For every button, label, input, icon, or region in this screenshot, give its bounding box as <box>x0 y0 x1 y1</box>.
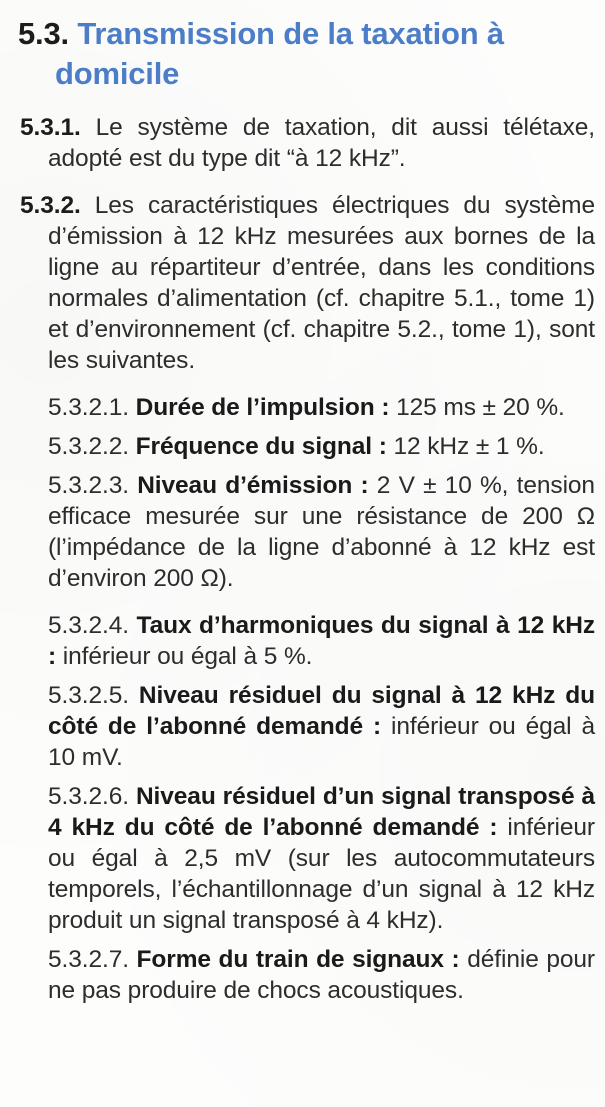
subparagraph-number: 5.3.2.6. <box>48 783 129 810</box>
paragraph-number: 5.3.1. <box>20 114 81 141</box>
subparagraph-label: Niveau résiduel du signal à 12 kHz du côté de l’abonné demandé : <box>48 682 595 740</box>
subparagraph-5-3-2-4 <box>48 610 595 672</box>
subparagraph-label: Durée de l’impulsion : <box>135 394 390 421</box>
subparagraph-number: 5.3.2.1. <box>48 394 129 421</box>
subparagraph-5-3-2-2 <box>48 431 595 462</box>
subparagraph-label: Niveau résiduel d’un signal transposé à 4 kHz du côté de l’abonné demandé : <box>48 783 595 841</box>
subparagraph-label: Taux d’harmoniques du signal à 12 kHz : <box>48 612 595 670</box>
subparagraph-number: 5.3.2.2. <box>48 433 129 460</box>
subparagraph-5-3-2-1 <box>48 392 595 423</box>
subparagraph-5-3-2-5 <box>48 680 595 773</box>
paragraph-number: 5.3.2. <box>20 192 81 219</box>
paragraph-text: Le système de taxation, dit aussi télétaxe, adopté est du type dit “à 12 kHz”. <box>48 114 595 172</box>
subparagraph-label: Forme du train de signaux : <box>136 946 460 973</box>
section-heading-number: 5.3. <box>18 16 69 51</box>
subparagraph-text: 2 V ± 10 %, tension efficace mesurée sur une résistance de 200 Ω (l’impédance de la ligne d’abonné à 12 kHz est d’environ 200 Ω). <box>48 472 595 592</box>
subparagraph-label: Fréquence du signal : <box>135 433 387 460</box>
subparagraph-text: inférieur ou égal à 10 mV. <box>48 713 595 771</box>
subparagraph-number: 5.3.2.7. <box>48 946 129 973</box>
subparagraph-5-3-2-3 <box>48 470 595 594</box>
subparagraph-text: inférieur ou égal à 5 %. <box>62 643 313 670</box>
section-heading-title: Transmission de la taxation à domicile <box>55 16 504 91</box>
subparagraph-label: Niveau d’émission : <box>137 472 369 499</box>
subparagraph-text: 125 ms ± 20 %. <box>396 394 565 421</box>
paragraph-5-3-1 <box>10 112 595 174</box>
subparagraph-5-3-2-6 <box>48 781 595 936</box>
paragraph-5-3-2 <box>10 190 595 376</box>
subparagraph-number: 5.3.2.5. <box>48 682 129 709</box>
paragraph-text: Les caractéristiques électriques du système d’émission à 12 kHz mesurées aux bornes de la ligne au répartiteur d’entrée, dans les conditions normales d’alimentation (cf. chapitre 5.1., tome 1) et d’environnement (cf. chapitre 5.2., tome 1), sont les suivantes. <box>48 192 596 374</box>
subparagraph-number: 5.3.2.3. <box>48 472 129 499</box>
subparagraph-number: 5.3.2.4. <box>48 612 129 639</box>
section-heading <box>10 14 595 94</box>
subparagraph-5-3-2-7 <box>48 944 595 1006</box>
subparagraph-text: 12 kHz ± 1 %. <box>393 433 545 460</box>
subparagraph-text: définie pour ne pas produire de chocs acoustiques. <box>48 946 595 1004</box>
subparagraph-text: inférieur ou égal à 2,5 mV (sur les autocommutateurs temporels, l’échantillonnage d’un signal à 12 kHz produit un signal transposé à 4 kHz). <box>48 814 595 934</box>
